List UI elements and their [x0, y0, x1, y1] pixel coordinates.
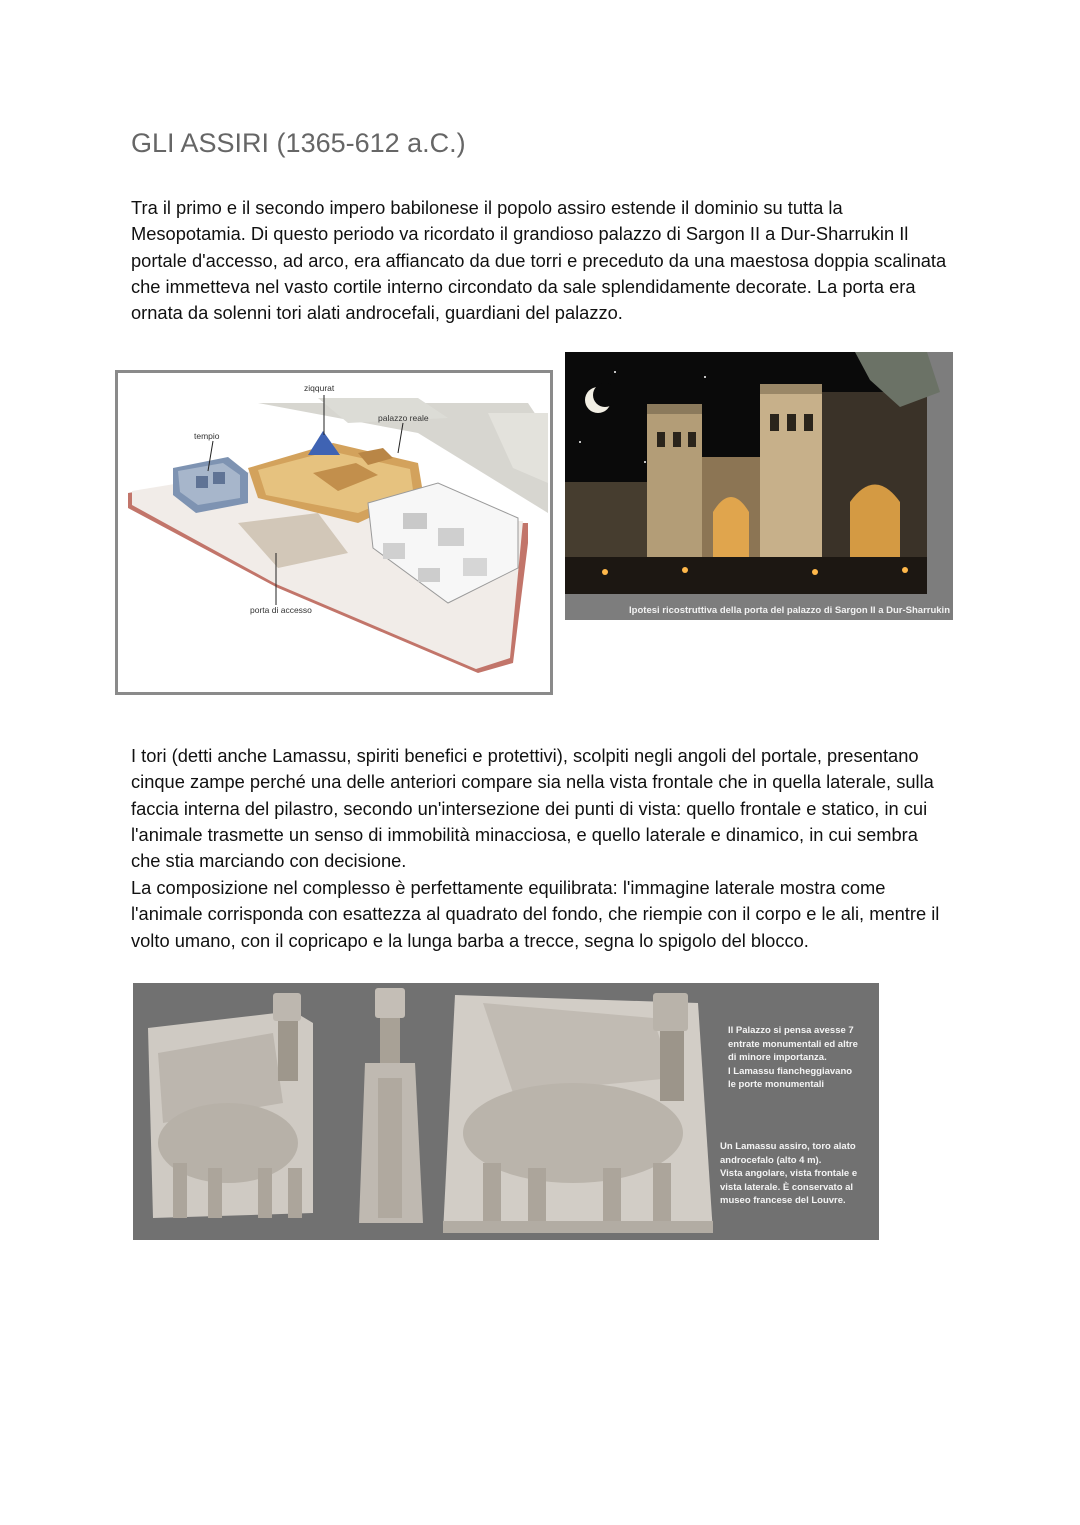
gate-night-scene: [565, 352, 953, 620]
lamassu-frontal-view: [359, 988, 423, 1223]
lamassu-note-palace: Il Palazzo si pensa avesse 7 entrate monumentali ed altre di minore importanza. I Lamassu fiancheggiavano le porte monumentali: [728, 1025, 858, 1090]
palace-plan-figure: [115, 370, 553, 695]
page-title: GLI ASSIRI (1365-612 a.C.): [131, 128, 466, 158]
palace-plan-drawing: [118, 373, 550, 692]
label-palazzo-reale: palazzo reale: [378, 413, 429, 423]
gate-reconstruction-figure: [565, 352, 953, 620]
gate-figure-caption: Ipotesi ricostruttiva della porta del palazzo di Sargon II a Dur-Sharrukin: [629, 605, 950, 616]
label-ziqqurat: ziqqurat: [304, 383, 335, 393]
label-tempio: tempio: [194, 431, 220, 441]
composition-paragraph: La composizione nel complesso è perfettamente equilibrata: l'immagine laterale mostra come l'animale corrisponda con esattezza al quadrato del fondo, che riempie con il corpo e le ali, mentre il volto umano, con il copricapo e la lunga barba a trecce, segna lo spigolo del blocco.: [131, 877, 940, 951]
lamassu-paragraph: I tori (detti anche Lamassu, spiriti benefici e protettivi), scolpiti negli angoli del portale, presentano cinque zampe perché una delle anteriori compare sia nella vista frontale che in quella laterale, sulla faccia interna del pilastro, secondo un'intersezione dei punti di vista: quello frontale e statico, in cui l'animale trasmette un senso di immobilità minacciosa, e quello laterale e dinamico, in cui sembra che stia marciando con decisione.: [131, 745, 934, 872]
lamassu-lateral-view: [443, 993, 713, 1233]
lamassu-note-louvre: Un Lamassu assiro, toro alato androcefalo (alto 4 m). Vista angolare, vista frontale e vista laterale. È conservato al museo francese del Louvre.: [720, 1141, 858, 1206]
label-porta-di-accesso: porta di accesso: [250, 605, 312, 615]
lamassu-figure: [133, 983, 879, 1240]
lamassu-angular-view: [148, 993, 313, 1218]
intro-paragraph: Tra il primo e il secondo impero babilonese il popolo assiro estende il dominio su tutta la Mesopotamia. Di questo periodo va ricordato il grandioso palazzo di Sargon II a Dur-Sharrukin Il portale d'accesso, ad arco, era affiancato da due torri e preceduto da una maestosa doppia scalinata che immetteva nel vasto cortile interno circondato da sale splendidamente decorate. La porta era ornata da solenni tori alati androcefali, guardiani del palazzo.: [131, 197, 947, 324]
